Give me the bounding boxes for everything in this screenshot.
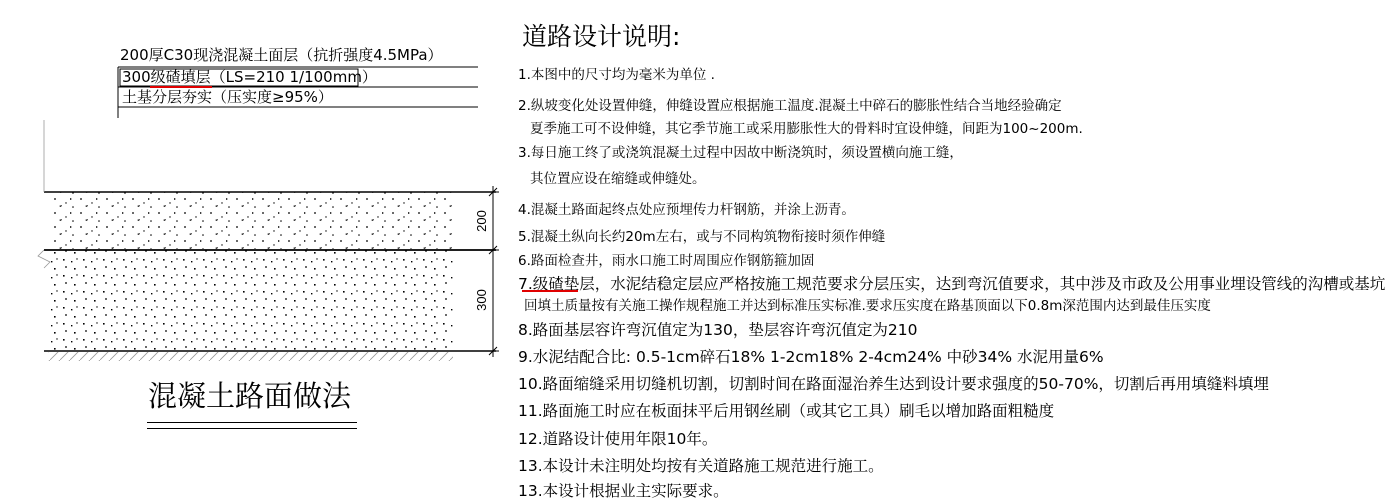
note-line: 6.路面检查井，雨水口施工时周围应作钢筋箍加固 [518,253,815,269]
note-line: 10.路面缩缝采用切缝机切割，切割时间在路面湿治养生达到设计要求强度的50-70%，切割后再用填缝料填埋 [518,375,1269,393]
note-line: 5.混凝土纵向长约20m左右，或与不同构筑物衔接时须作伸缝 [518,229,886,245]
layer-label-concrete: 200厚C30现浇混凝土面层（抗折强度4.5MPa） [120,46,443,64]
note-line: 13.本设计未注明处均按有关道路施工规范进行施工。 [518,457,884,475]
note-line: 回填土质量按有关施工操作规程施工并达到标准压实标准.要求压实度在路基顶面以下0.8m深范围内达到最佳压实度 [524,298,1211,314]
note-line: 3.每日施工终了或浇筑混凝土过程中因故中断浇筑时，须设置横向施工缝， [518,145,963,161]
note-line: 4.混凝土路面起终点处应预埋传力杆钢筋，并涂上沥青。 [518,202,855,218]
subgrade-hatch [48,352,453,361]
dimension-300: 300 [474,289,489,311]
red-underline-note7 [522,290,578,292]
note-line: 夏季施工可不设伸缝，其它季节施工或采用膨胀性大的骨料时宜设伸缝，间距为100~200m. [530,121,1083,137]
gravel-layer [48,250,453,351]
title-underline-1 [147,422,357,423]
note-line: 13.本设计根据业主实际要求。 [518,482,729,500]
note-line: 8.路面基层容许弯沉值定为130，垫层容许弯沉值定为210 [518,321,918,339]
note-line: 9.水泥结配合比: 0.5-1cm碎石18% 1-2cm18% 2-4cm24% 中砂34% 水泥用量6% [518,348,1104,366]
layer-label-subgrade: 土基分层夯实（压实度≥95%） [122,88,333,106]
note-line: 其位置应设在缩缝或伸缝处。 [530,171,706,187]
note-line: 7.级碴垫层，水泥结稳定层应严格按施工规范要求分层压实，达到弯沉值要求，其中涉及市政及公用事业埋设管线的沟槽或基坑 [518,275,1385,293]
note-line: 2.纵坡变化处设置伸缝，伸缝设置应根据施工温度.混凝土中碎石的膨胀性结合当地经验确定 [518,98,1062,114]
note-line: 11.路面施工时应在板面抹平后用钢丝刷（或其它工具）刷毛以增加路面粗糙度 [518,402,1055,420]
notes-title: 道路设计说明: [522,22,681,51]
title-underline-2 [147,428,357,429]
concrete-layer [48,192,453,249]
note-line: 12.道路设计使用年限10年。 [518,430,718,448]
drawing-title: 混凝土路面做法 [148,379,352,413]
dimension-200: 200 [474,210,489,232]
note-line: 1.本图中的尺寸均为毫米为单位 . [518,67,715,83]
layer-label-gravel: 300级碴填层（LS=210 1/100mm） [122,68,377,86]
